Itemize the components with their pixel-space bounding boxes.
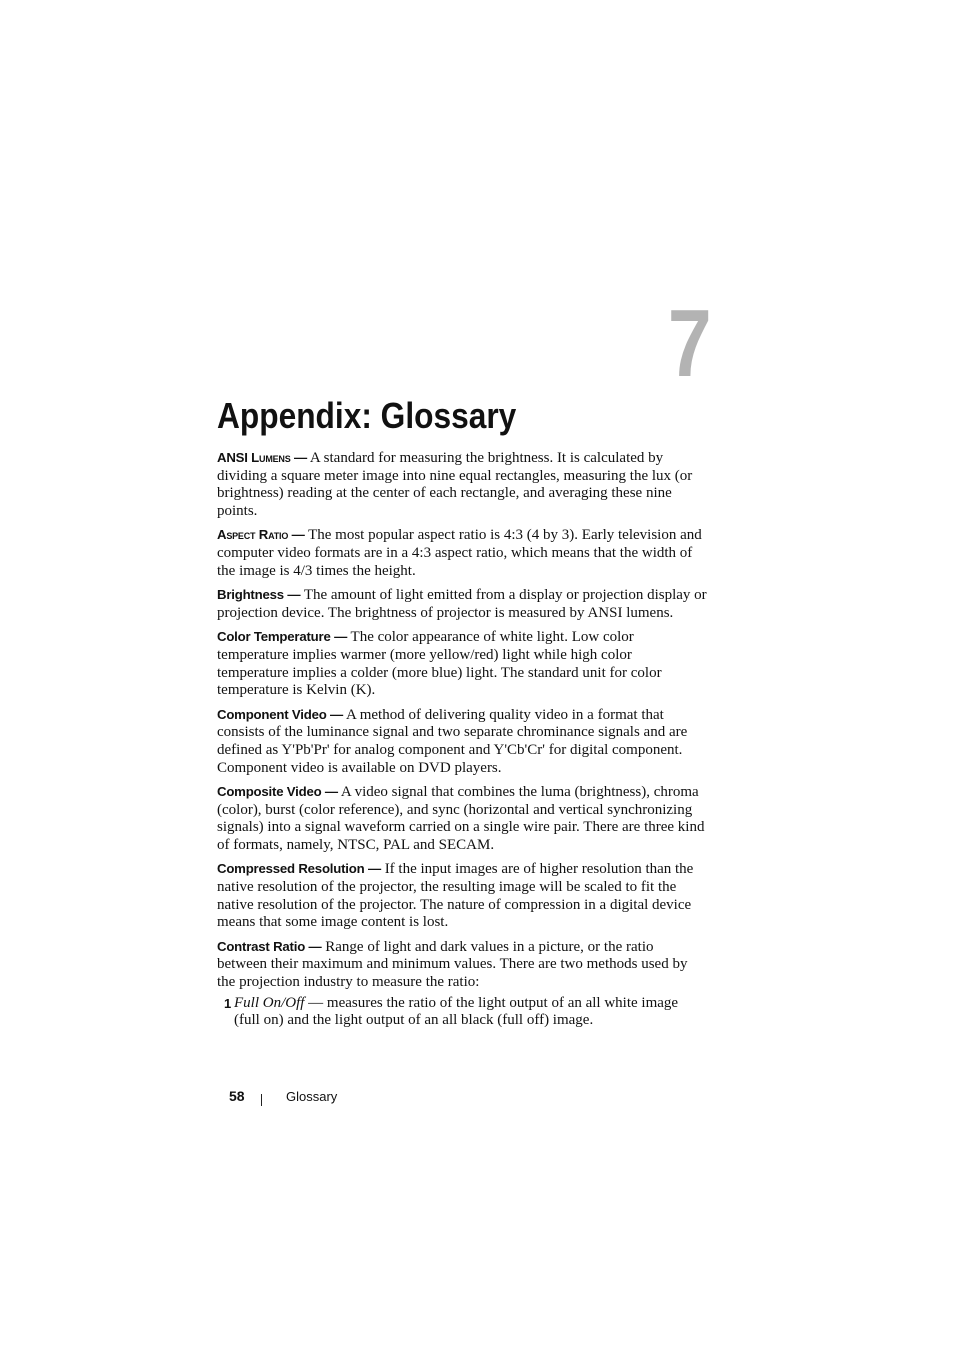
glossary-term: Aspect Ratio — — [217, 527, 305, 543]
glossary-entry-color-temperature — [217, 628, 707, 699]
glossary-entry-ansi-lumens — [217, 449, 707, 520]
glossary-content — [217, 449, 707, 1030]
chapter-title: Appendix: Glossary — [217, 395, 517, 436]
list-item-number: 1 — [224, 995, 232, 1011]
glossary-term: ANSI Lumens — — [217, 450, 307, 465]
footer-section-label: Glossary — [286, 1089, 338, 1104]
glossary-definition: The color appearance of white light. Low color temperature implies warmer (more yellow/red) light while high color temperature implies a colder (more blue) light. The standard unit for color temperature is Kelvin (K). — [217, 629, 662, 699]
glossary-term: Compressed Resolution — — [217, 861, 381, 877]
page-number: 58 — [229, 1088, 245, 1104]
glossary-entry-component-video — [217, 706, 707, 777]
glossary-definition: The amount of light emitted from a display or projection display or projection device. The brightness of projector is measured by ANSI lumens. — [217, 587, 707, 621]
glossary-term: Color Temperature — — [217, 629, 348, 645]
list-item — [217, 995, 707, 1030]
glossary-definition: The most popular aspect ratio is 4:3 (4 by 3). Early television and computer video formats are in a 4:3 aspect ratio, which means that the width of the image is 4/3 times the height. — [217, 527, 702, 579]
glossary-definition: A video signal that combines the luma (brightness), chroma (color), burst (color reference), and sync (horizontal and vertical synchronizing signals) into a signal waveform carried on a single wire pair. There are three kind of formats, namely, NTSC, PAL and SECAM. — [217, 784, 705, 853]
glossary-term: Composite Video — — [217, 784, 338, 800]
glossary-entry-aspect-ratio — [217, 526, 707, 580]
chapter-number: 7 — [667, 290, 710, 397]
glossary-entry-composite-video — [217, 783, 707, 854]
glossary-term: Contrast Ratio — — [217, 938, 322, 954]
glossary-definition: If the input images are of higher resolution than the native resolution of the projector, the resulting image will be scaled to fit the native resolution of the projector. The nature of compression in a digital device means that some image content is lost. — [217, 861, 694, 931]
glossary-definition: A standard for measuring the brightness. It is calculated by dividing a square meter image into nine equal rectangles, measuring the lux (or brightness) reading at the center of each rectangle, and averaging these nine points. — [217, 450, 693, 519]
glossary-entry-compressed-resolution — [217, 860, 707, 931]
glossary-definition: Range of light and dark values in a picture, or the ratio between their maximum and minimum values. There are two methods used by the projection industry to measure the ratio: — [217, 938, 688, 991]
list-item-label: Full On/Off — [234, 994, 305, 1011]
glossary-entry-contrast-ratio — [217, 938, 707, 992]
glossary-term: Brightness — — [217, 587, 301, 603]
glossary-definition: A method of delivering quality video in a format that consists of the luminance signal and two separate chrominance signals and are defined as Y'Pb'Pr' for analog component and Y'Cb'Cr' for digital component. Component video is available on DVD players. — [217, 706, 688, 776]
footer-divider — [261, 1094, 262, 1106]
glossary-entry-brightness — [217, 586, 707, 622]
glossary-term: Component Video — — [217, 706, 344, 722]
list-item-text: — measures the ratio of the light output of an all white image (full on) and the light output of an all black (full off) image. — [234, 994, 679, 1029]
